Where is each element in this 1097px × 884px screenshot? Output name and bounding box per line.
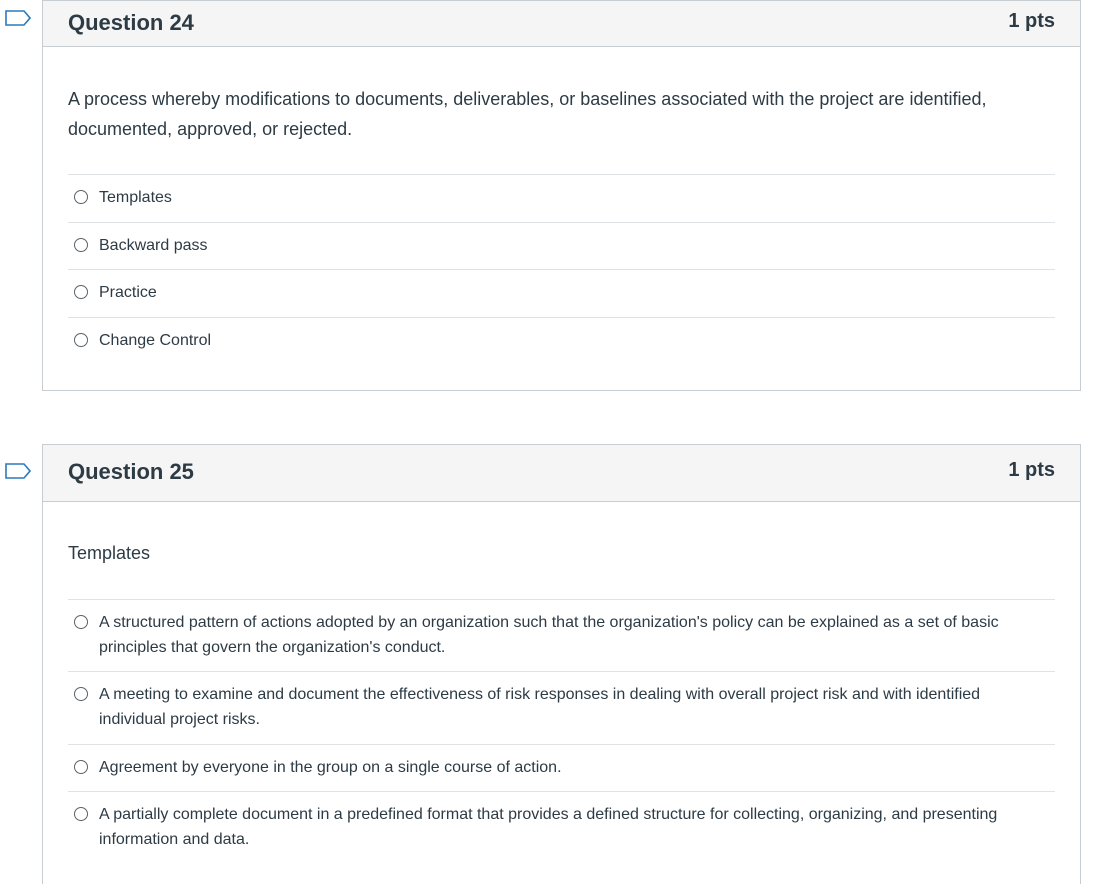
question-points: 1 pts xyxy=(1008,10,1055,32)
answer-option[interactable] xyxy=(68,269,1055,317)
radio-button[interactable] xyxy=(74,238,88,252)
question-title: Question 25 xyxy=(68,459,194,484)
answer-label: Templates xyxy=(99,189,172,206)
radio-button[interactable] xyxy=(74,807,88,821)
question-points: 1 pts xyxy=(1008,459,1055,481)
answer-option[interactable] xyxy=(68,671,1055,744)
radio-button[interactable] xyxy=(74,190,88,204)
radio-button[interactable] xyxy=(74,760,88,774)
radio-button[interactable] xyxy=(74,333,88,347)
radio-button[interactable] xyxy=(74,615,88,629)
answer-list xyxy=(68,174,1055,364)
question-title: Question 24 xyxy=(68,10,194,35)
answer-label: Agreement by everyone in the group on a single course of action. xyxy=(99,759,562,776)
answer-option[interactable] xyxy=(68,599,1055,671)
question-header xyxy=(43,444,1080,502)
answer-label: A partially complete document in a predefined format that provides a defined structure for collecting, organizing, and presenting information and data. xyxy=(99,806,998,848)
answer-label: A structured pattern of actions adopted by an organization such that the organization's policy can be explained as a set of basic principles that govern the organization's conduct. xyxy=(99,614,999,656)
answer-label: Backward pass xyxy=(99,237,208,254)
question-25 xyxy=(42,444,1081,884)
question-24 xyxy=(42,0,1081,391)
radio-button[interactable] xyxy=(74,687,88,701)
answer-label: Practice xyxy=(99,284,157,301)
answer-option[interactable] xyxy=(68,174,1055,222)
answer-option[interactable] xyxy=(68,791,1055,863)
question-text: Templates xyxy=(68,543,151,563)
answer-option[interactable] xyxy=(68,744,1055,791)
question-header xyxy=(43,0,1080,47)
question-text: A process whereby modifications to documents, deliverables, or baselines associated with the project are identified, documented, approved, or rejected. xyxy=(68,89,987,139)
answer-label: Change Control xyxy=(99,332,212,349)
answer-list xyxy=(68,599,1055,863)
flag-question-icon[interactable] xyxy=(5,10,31,26)
answer-label: A meeting to examine and document the effectiveness of risk responses in dealing with overall project risk and with identified individual project risks. xyxy=(99,686,981,728)
radio-button[interactable] xyxy=(74,285,88,299)
answer-option[interactable] xyxy=(68,222,1055,269)
answer-option[interactable] xyxy=(68,317,1055,364)
flag-question-icon[interactable] xyxy=(5,463,31,479)
